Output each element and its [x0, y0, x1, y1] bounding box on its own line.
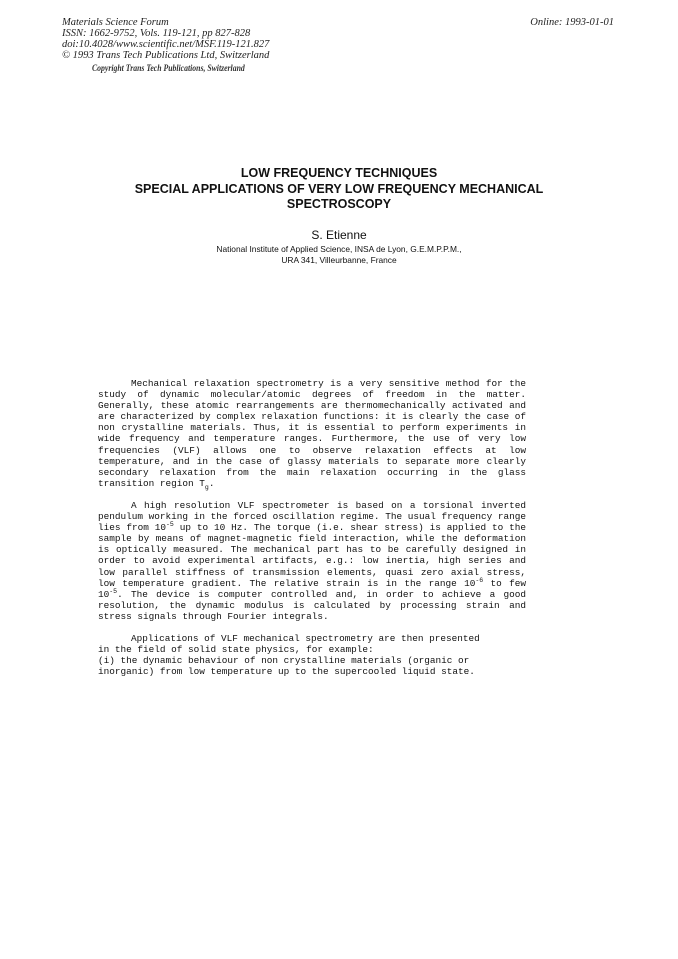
- tg-subscript: g: [204, 483, 209, 491]
- paragraph-3-line-2: in the field of solid state physics, for example:: [98, 644, 374, 656]
- title-line-2: SPECIAL APPLICATIONS OF VERY LOW FREQUENCY MECHANICAL: [134, 181, 544, 196]
- online-date: Online: 1993-01-01: [530, 17, 614, 28]
- paragraph-3-line-1: Applications of VLF mechanical spectrometry are then presented: [131, 632, 480, 644]
- publication-metadata: [62, 17, 269, 61]
- paragraph-2-text-b: up to 10 Hz. The torque (i.e. shear stress) is applied to the sample by means of magnet-magnetic field interaction, while the deformation is optically measured. The mechanical part has to be carefully designed in order to avoid experimental artifacts, e.g.: low inertia, high series and low parallel stiffness of transmission elements, quasi zero axial stress, low temperature gradient. The relative strain is in the range 10: [98, 522, 526, 589]
- paper-title: [0, 166, 678, 213]
- paragraph-2-text-d: . The device is computer controlled and, in order to achieve a good resolution, the dynamic modulus is calculated by processing strain and stress signals through Fourier integrals.: [98, 588, 526, 622]
- affiliation-line-2: URA 341, Villeurbanne, France: [281, 255, 397, 265]
- affiliation-line-1: National Institute of Applied Science, INSA de Lyon, G.E.M.P.P.M.,: [216, 244, 462, 254]
- exponent-3: -5: [109, 587, 118, 595]
- title-line-3: SPECTROSCOPY: [286, 197, 392, 211]
- exponent-1: -5: [166, 521, 174, 528]
- paragraph-1-end: .: [208, 477, 215, 489]
- issn-line: ISSN: 1662-9752, Vols. 119-121, pp 827-828: [62, 28, 251, 39]
- paragraph-3-line-4: inorganic) from low temperature up to the supercooled liquid state.: [98, 666, 475, 678]
- abstract-paragraph-2: [98, 500, 526, 622]
- doi-line: doi:10.4028/www.scientific.net/MSF.119-121.827: [62, 39, 270, 50]
- abstract-body: [98, 378, 526, 688]
- author-affiliation: [0, 244, 678, 266]
- paragraph-1-text: Mechanical relaxation spectrometry is a very sensitive method for the study of dynamic molecular/atomic degrees of freedom in the matter. Generally, these atomic rearrangements are thermomechanically activated and are characterized by complex relaxation functions: it is clearly the case of non crystalline materials. Thus, it is essential to perform experiments in wide frequency and temperature ranges. Furthermore, the use of very low frequencies (VLF) allows one to observe relaxation effects at low temperature, and in the case of glassy materials to separate more clearly secondary relaxation from the main relaxation occurring in the glass transition region T: [98, 378, 526, 489]
- exponent-2: -6: [475, 576, 484, 584]
- abstract-paragraph-1: [98, 378, 526, 489]
- paragraph-2-text-a: A high resolution VLF spectrometer is based on a torsional inverted pendulum working in the forced oscillation regime. The usual frequency range lies from 10: [98, 499, 526, 534]
- copyright-line: © 1993 Trans Tech Publications Ltd, Switzerland: [62, 50, 270, 61]
- author-name: S. Etienne: [311, 228, 367, 242]
- scanned-copyright-notice: Copyright Trans Tech Publications, Switzerland: [92, 63, 245, 73]
- paragraph-2-text-c: to few 10: [98, 577, 526, 600]
- paragraph-3-line-3: (i) the dynamic behaviour of non crystalline materials (organic or: [98, 655, 470, 667]
- title-line-1: LOW FREQUENCY TECHNIQUES: [240, 166, 438, 180]
- journal-name: Materials Science Forum: [62, 17, 169, 28]
